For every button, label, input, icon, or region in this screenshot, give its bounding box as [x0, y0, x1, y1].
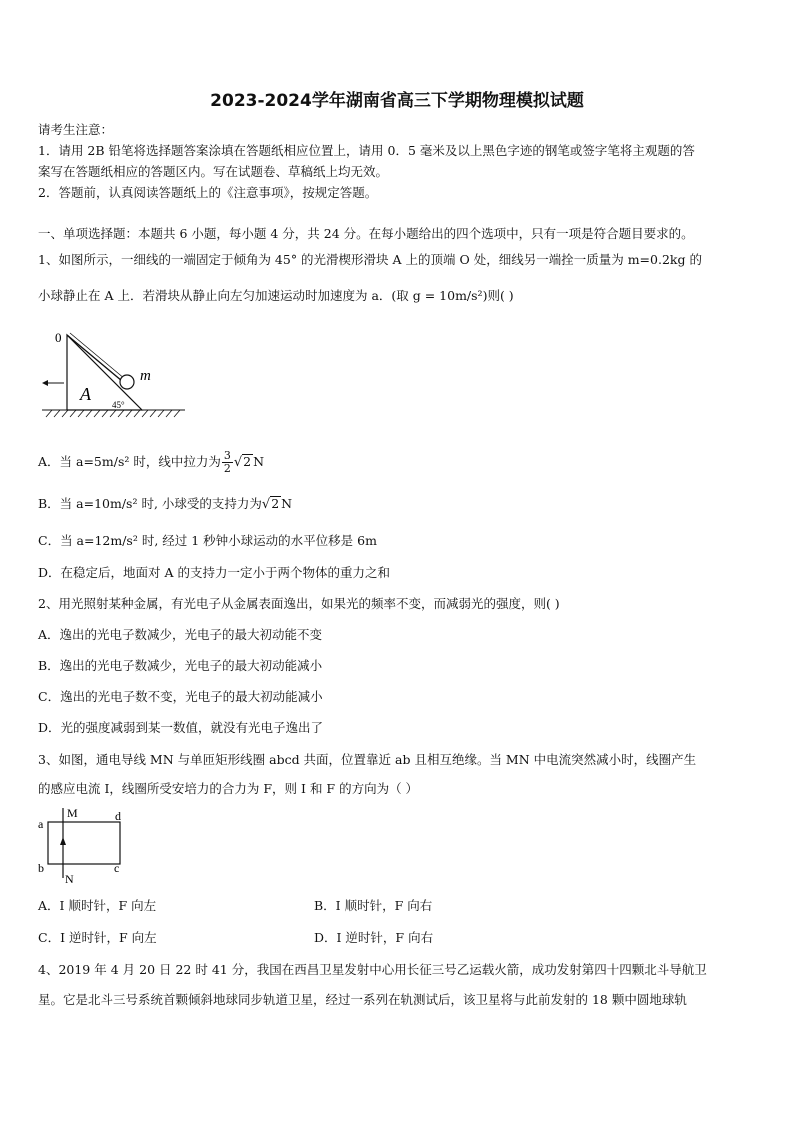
ball	[120, 375, 134, 389]
label-d: d	[115, 809, 121, 823]
q3-option-a: A．I 顺时针，F 向左	[38, 898, 157, 913]
radicand: 2	[243, 454, 252, 469]
q1-option-d: D．在稳定后，地面对 A 的支持力一定小于两个物体的重力之和	[38, 565, 390, 580]
q3-option-d: D．I 逆时针，F 向右	[314, 930, 434, 945]
q2-option-b: B．逸出的光电子数减少，光电子的最大初动能减小	[38, 658, 323, 673]
radical-sign: √	[261, 497, 271, 512]
section-1-heading: 一、单项选择题：本题共 6 小题，每小题 4 分，共 24 分。在每小题给出的四个选项中，只有一项是符合题目要求的。	[38, 226, 694, 241]
q1-option-a	[38, 450, 264, 475]
q1-option-b	[38, 494, 292, 512]
q3-option-c: C．I 逆时针，F 向左	[38, 930, 157, 945]
q1-wedge-figure	[40, 325, 190, 420]
q2-stem: 2、用光照射某种金属，有光电子从金属表面逸出，如果光的频率不变，而减弱光的强度，则( )	[38, 596, 560, 611]
fraction	[222, 450, 233, 475]
label-c: c	[114, 861, 120, 875]
unit: N	[281, 496, 293, 511]
q2-option-d: D．光的强度减弱到某一数值，就没有光电子逸出了	[38, 720, 324, 735]
q1-stem-line-1: 1、如图所示，一细线的一端固定于倾角为 45° 的光滑楔形滑块 A 上的顶端 O 处，细线另一端拴一质量为 m=0.2kg 的	[38, 252, 702, 267]
label-a: a	[38, 817, 44, 831]
label-m: M	[67, 806, 78, 820]
label-b: b	[38, 861, 44, 875]
label-o: 0	[55, 330, 62, 345]
notice-item-2: 2．答题前，认真阅读答题纸上的《注意事项》，按规定答题。	[38, 185, 378, 200]
q4-stem-line-1: 4、2019 年 4 月 20 日 22 时 41 分，我国在西昌卫星发射中心用长征三号乙运载火箭，成功发射第四十四颗北斗导航卫	[38, 962, 707, 977]
notice-item-1-line-1: 1．请用 2B 铅笔将选择题答案涂填在答题纸相应位置上，请用 0．5 毫米及以上黑色字迹的钢笔或签字笔将主观题的答	[38, 143, 695, 158]
current-arrow	[60, 837, 66, 845]
radicand: 2	[271, 496, 280, 511]
q2-option-a: A．逸出的光电子数减少，光电子的最大初动能不变	[38, 627, 323, 642]
q1-option-a-text: A．当 a=5m/s² 时，线中拉力为	[38, 454, 221, 469]
page-title: 2023-2024学年湖南省高三下学期物理模拟试题	[210, 91, 584, 111]
wedge-block	[67, 335, 142, 410]
fraction-numerator: 3	[223, 449, 231, 462]
notice-heading: 请考生注意：	[38, 122, 114, 137]
q3-stem-line-2: 的感应电流 I，线圈所受安培力的合力为 F，则 I 和 F 的方向为（ ）	[38, 781, 419, 796]
coil-abcd	[48, 822, 120, 864]
label-a: A	[80, 384, 91, 404]
label-n: N	[65, 872, 74, 886]
fraction-denominator: 2	[223, 462, 231, 475]
ground-hatching	[42, 410, 185, 417]
q1-stem-line-2: 小球静止在 A 上．若滑块从静止向左匀加速运动时加速度为 a．(取 g = 10m/s²)则( )	[38, 288, 514, 303]
q4-stem-line-2: 星。它是北斗三号系统首颗倾斜地球同步轨道卫星，经过一系列在轨测试后，该卫星将与此前发射的 18 颗中圆地球轨	[38, 992, 687, 1007]
unit: N	[253, 454, 265, 469]
notice-item-1-line-2: 案写在答题纸相应的答题区内。写在试题卷、草稿纸上均无效。	[38, 164, 389, 179]
q3-option-b: B．I 顺时针，F 向右	[314, 898, 433, 913]
q3-coil-figure	[36, 804, 136, 886]
label-angle: 45°	[112, 400, 125, 410]
label-m: m	[140, 368, 151, 384]
q3-stem-line-1: 3、如图，通电导线 MN 与单匝矩形线圈 abcd 共面，位置靠近 ab 且相互绝缘。当 MN 中电流突然减小时，线圈产生	[38, 752, 697, 767]
q1-option-c: C．当 a=12m/s² 时, 经过 1 秒钟小球运动的水平位移是 6m	[38, 533, 377, 548]
q1-option-b-text: B．当 a=10m/s² 时, 小球受的支持力为	[38, 496, 262, 511]
radical-sign: √	[233, 455, 243, 470]
q2-option-c: C．逸出的光电子数不变，光电子的最大初动能减小	[38, 689, 323, 704]
